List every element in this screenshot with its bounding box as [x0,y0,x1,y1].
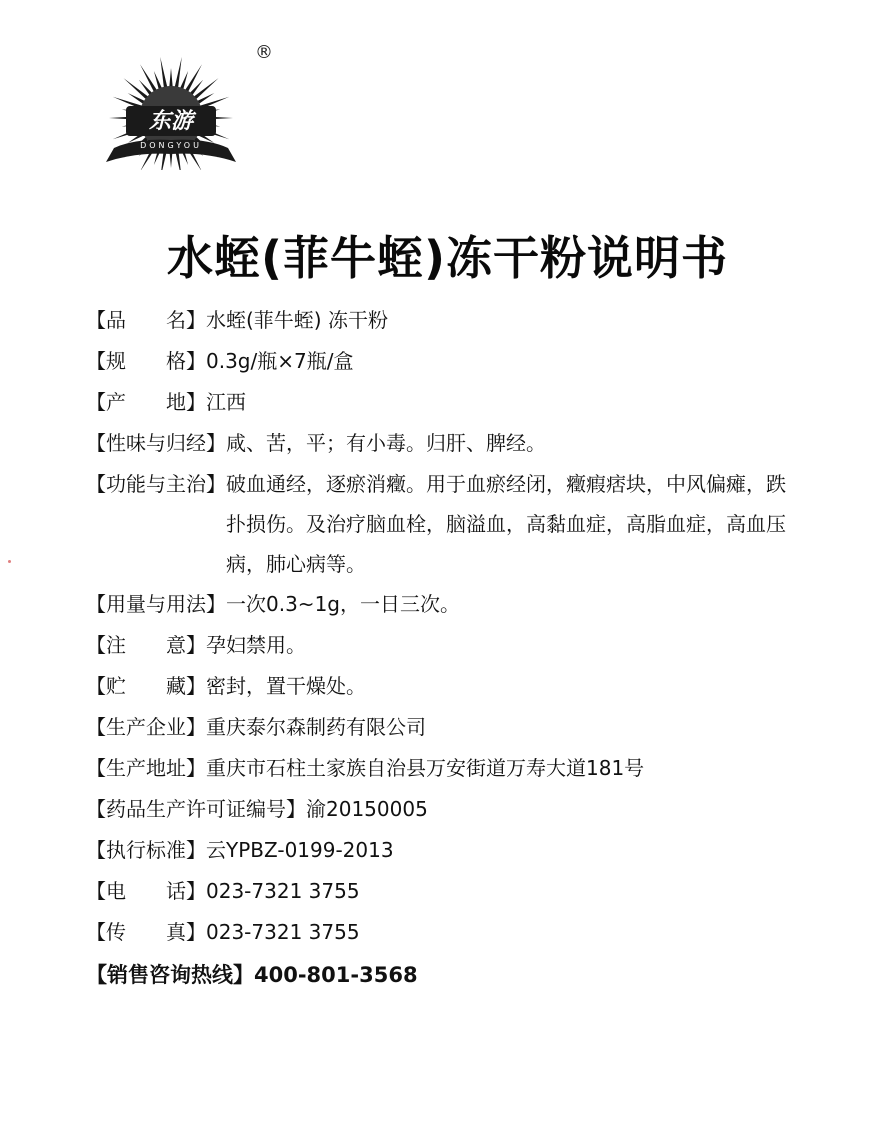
registered-mark: ® [255,42,273,63]
field-label: 【品 名】 [86,308,206,332]
field-value: 023-7321 3755 [206,879,360,903]
field-label: 【注 意】 [86,633,206,657]
field-row-spec [86,341,806,382]
field-row-caution [86,625,806,666]
field-value: 密封，置干燥处。 [206,674,366,698]
field-row-name [86,300,806,341]
field-label: 【功能与主治】 [86,472,226,496]
field-label: 【性味与归经】 [86,431,226,455]
field-label: 【电 话】 [86,879,206,903]
logo-subtext: DONGYOU [140,141,202,150]
field-label: 【用量与用法】 [86,592,226,616]
field-row-license [86,789,806,830]
field-value: 一次0.3~1g，一日三次。 [226,592,460,616]
field-row-manufacturer [86,707,806,748]
brand-logo [96,40,246,170]
hotline-label: 【销售咨询热线】 [86,963,254,987]
field-value: 破血通经，逐瘀消癥。用于血瘀经闭，癥瘕痞块，中风偏瘫，跌扑损伤。及治疗脑血栓，脑溢血，高黏血症，高脂血症，高血压病，肺心病等。 [226,472,786,576]
scan-speck [8,560,11,563]
page-title: 水蛭(菲牛蛭)冻干粉说明书 [166,231,729,285]
field-value: 水蛭(菲牛蛭) 冻干粉 [206,308,388,332]
logo-text: 东游 [148,109,194,134]
field-label: 【药品生产许可证编号】 [86,797,306,821]
field-row-phone [86,871,806,912]
field-row-nature [86,423,806,464]
field-label: 【生产企业】 [86,715,206,739]
field-row-hotline [86,955,806,996]
field-row-indications [86,464,806,584]
field-value: 重庆市石柱土家族自治县万安街道万寿大道181号 [206,756,645,780]
field-value: 咸、苦，平；有小毒。归肝、脾经。 [226,431,546,455]
field-value: 江西 [206,390,246,414]
field-row-fax [86,912,806,953]
field-value: 重庆泰尔森制药有限公司 [206,715,426,739]
field-list [86,300,806,996]
field-row-dosage [86,584,806,625]
field-row-standard [86,830,806,871]
field-value: 孕妇禁用。 [206,633,306,657]
field-label: 【传 真】 [86,920,206,944]
sunburst-logo-icon [96,40,246,170]
field-label: 【产 地】 [86,390,206,414]
field-label: 【贮 藏】 [86,674,206,698]
field-value: 023-7321 3755 [206,920,360,944]
field-value: 渝20150005 [306,797,428,821]
hotline-value: 400-801-3568 [254,963,418,987]
field-row-address [86,748,806,789]
field-label: 【执行标准】 [86,838,206,862]
field-label: 【生产地址】 [86,756,206,780]
field-label: 【规 格】 [86,349,206,373]
field-row-storage [86,666,806,707]
field-row-origin [86,382,806,423]
field-value: 云YPBZ-0199-2013 [206,838,394,862]
field-value: 0.3g/瓶×7瓶/盒 [206,349,354,373]
